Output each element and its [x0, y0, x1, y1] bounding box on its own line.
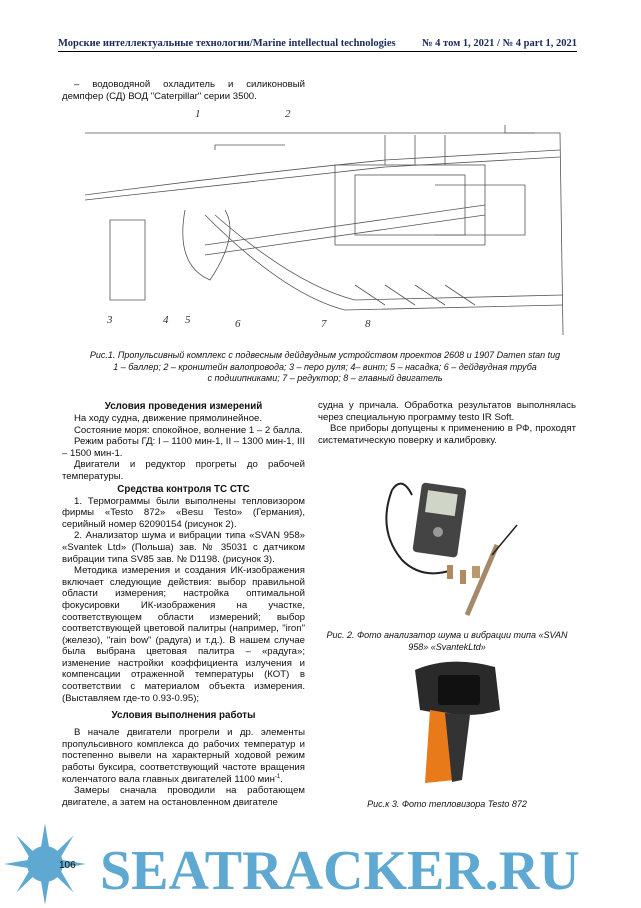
paragraph-text: В начале двигатели прогрели и др. элементы пропульсивного комплекса до рабочих температур и постепенно вывели на характерный ходовой режим работы буксира, соответствующий частоте вращения коленчатого вала главных двигателей 1100 мин: [62, 727, 305, 785]
fig1-label-7: 7: [321, 318, 327, 330]
testo-872-photo: [400, 655, 510, 785]
issue-number: № 4 том 1, 2021 / № 4 part 1, 2021: [422, 38, 577, 49]
heading-work-conditions: Условия выполнения работы: [111, 710, 256, 722]
figure-2-caption: Рис. 2. Фото анализатор шума и вибрации типа «SVAN 958» «SvantekLtd»: [326, 630, 568, 652]
fig1-label-2: 2: [285, 108, 291, 120]
right-column: [318, 400, 576, 446]
paragraph: 1. Термограммы были выполнены тепловизором фирмы «Testo 872» «Besu Testo» (Германия), серийный номер 62090154 (рисунок 2).: [62, 495, 305, 530]
watermark-logo: SEATRACKER.RU: [100, 840, 580, 902]
paragraph: Состояние моря: спокойное, волнение 1 – 2 балла.: [74, 424, 303, 436]
intro-text: – водоводяной охладитель и силиконовый демпфер (СД) ВОД "Caterpillar" серии 3500.: [62, 79, 305, 102]
fig1-label-3: 3: [107, 314, 113, 326]
heading-control-means: Средства контроля ТС СТС: [117, 483, 250, 495]
paragraph: Режим работы ГД: I – 1100 мин-1, II – 1300 мин-1, III – 1500 мин-1.: [62, 436, 305, 459]
figure-1-caption-legend: 1 – баллер; 2 – кронштейн валопровода; 3 – перо руля; 4– винт; 5 – насадка; 6 – дейдвудная труба с подшипниками; 7 – редуктор; 8 – главный двигатель: [113, 361, 537, 383]
paragraph: Методика измерения и создания ИК-изображения включает следующие действия: выбор правильной области измерения; настройка оптимальной фокусировки ИК-изображения на участке, соответствующем области измерений; выбор соответствующей цветовой палитры (например, "iron" (железо), "rain bow" (радуга) и т.д.). В нашем случае была выбрана цветовая палитра – «радуга»; изменение настройки коэффициента излучения и компенсации отраженной температуры (КОТ) в соответствии с материалом объекта измерения. (Выставляем где-то 0.93-0.95);: [62, 565, 305, 704]
paragraph: Двигатели и редуктор прогреты до рабочей температуры.: [62, 459, 305, 482]
fig1-label-8: 8: [365, 318, 371, 330]
paragraph: Замеры сначала проводили на работающем двигателе, а затем на остановленном двигателе: [62, 785, 305, 808]
fig1-label-4: 4: [163, 314, 169, 326]
heading-measurement-conditions: Условия проведения измерений: [104, 401, 263, 412]
figure-1-drawing: [85, 105, 580, 337]
superscript: -1: [274, 773, 281, 780]
fig1-label-5: 5: [185, 314, 191, 326]
fig1-label-6: 6: [235, 318, 241, 330]
figure-1-caption-title: Рис.1. Пропульсивный комплекс с подвесным дейдвудным устройством проектов 2608 и 1907 Damen stan tug: [89, 350, 561, 360]
left-column: [62, 400, 305, 808]
figure-1-caption: [70, 350, 580, 385]
paragraph: Все приборы допущены к применению в РФ, проходят систематическую поверку и калибровку.: [318, 423, 576, 446]
svan-958-photo: [372, 470, 522, 620]
page-number: 106: [59, 860, 76, 871]
paragraph: судна у причала. Обработка результатов выполнялась через специальную программу testo IR Soft.: [318, 400, 576, 423]
figure-3-caption: Рис.к 3. Фото тепловизора Testo 872: [367, 799, 527, 809]
running-header: [58, 38, 577, 52]
paragraph: [62, 727, 305, 785]
paragraph: На ходу судна, движение прямолинейное.: [74, 413, 263, 424]
journal-title: Морские интеллектуальные технологии/Marine intellectual technologies: [58, 38, 396, 49]
paragraph-end: .: [280, 773, 283, 785]
paragraph: 2. Анализатор шума и вибрации типа «SVAN 958» «Svantek Ltd» (Польша) зав. № 35031 с датчиком вибрации типа SV85 зав. № D1198. (рисунок 3).: [62, 530, 305, 565]
sun-logo-icon: [0, 822, 90, 906]
fig1-label-1: 1: [195, 108, 201, 120]
